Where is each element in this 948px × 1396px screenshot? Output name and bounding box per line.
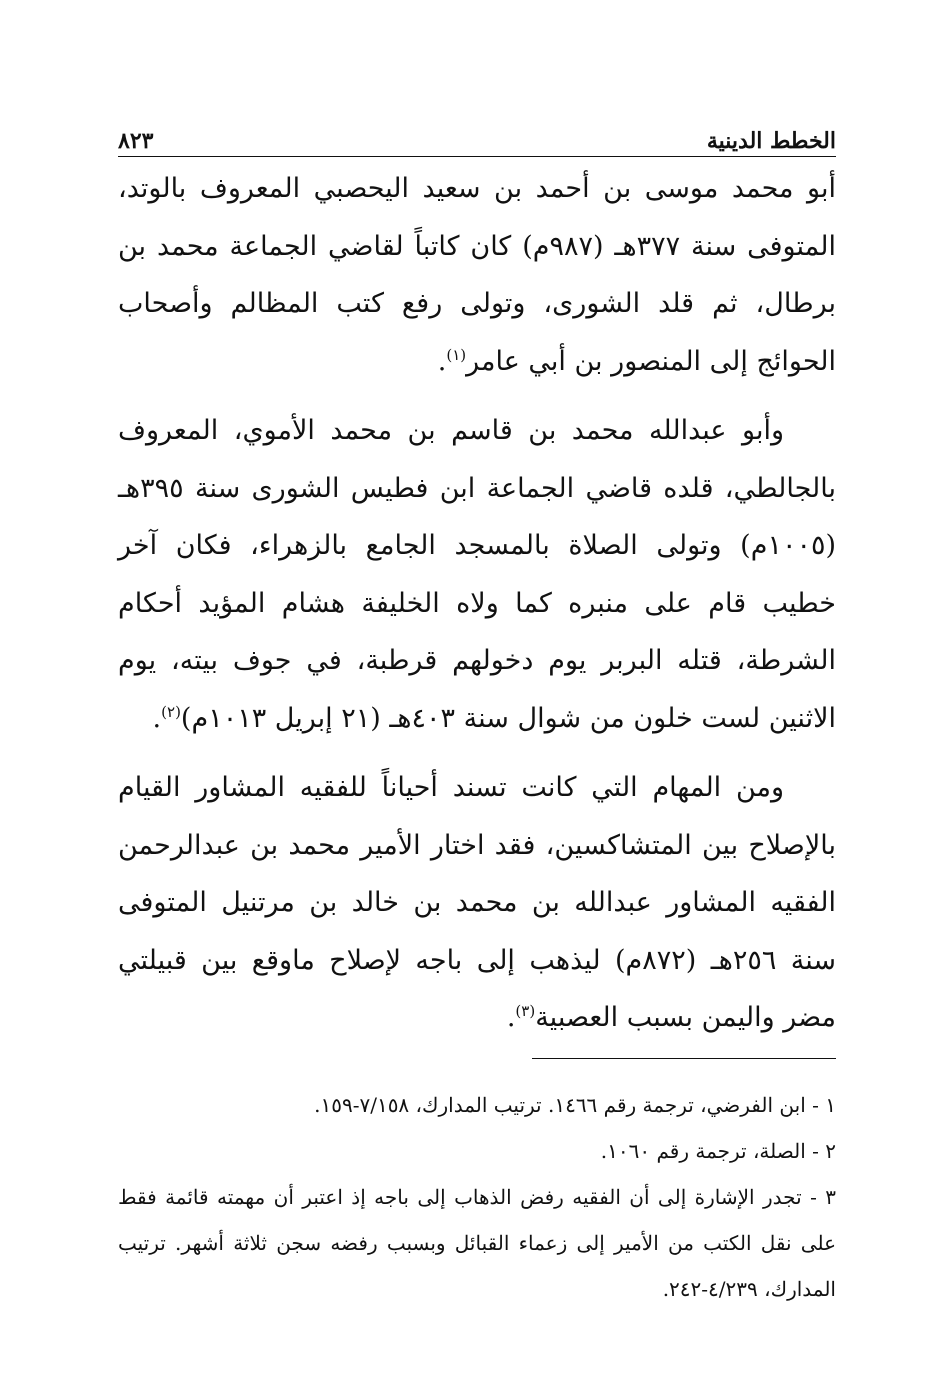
body-text bbox=[118, 160, 836, 1047]
paragraph-3-end: . bbox=[506, 1002, 516, 1033]
footnote-ref-1: (١) bbox=[446, 345, 467, 364]
paragraph-2-end: . bbox=[152, 702, 162, 734]
paragraph-2 bbox=[118, 402, 836, 747]
footnote-rule bbox=[532, 1058, 836, 1059]
paragraph-1-end: . bbox=[437, 345, 447, 377]
footnote-1: ١ - ابن الفرضي، ترجمة رقم ١٤٦٦. ترتيب المدارك، ٧/١٥٨-١٥٩. bbox=[314, 1093, 836, 1117]
page-header bbox=[118, 118, 836, 154]
footnote-3: ٣ - تجدر الإشارة إلى أن الفقيه رفض الذهاب إلى باجه إذ اعتبر أن مهمته قائمة فقط على نقل الكتب من الأمير إلى زعماء القبائل وبسبب رفضه سجن ثلاثة أشهر. ترتيب المدارك، ٤/٢٣٩-٢٤٢. bbox=[118, 1185, 836, 1301]
footnote-ref-3: (٣) bbox=[515, 1002, 536, 1020]
footnote-2: ٢ - الصلة، ترجمة رقم ١٠٦٠. bbox=[600, 1139, 836, 1163]
paragraph-3-text: ومن المهام التي كانت تسند أحياناً للفقيه المشاور القيام بالإصلاح بين المتشاكسين، فقد اختار الأمير محمد بن عبدالرحمن الفقيه المشاور عبدالله بن محمد بن خالد بن مرتنيل المتوفى سنة ٢٥٦هـ (٨٧٢م) ليذهب إلى باجه لإصلاح ماوقع بين قبيلتي مضر واليمن بسبب العصبية bbox=[118, 772, 837, 1033]
page-number: ٨٢٣ bbox=[118, 128, 154, 154]
header-rule bbox=[118, 156, 836, 157]
footnote-ref-2: (٢) bbox=[161, 702, 181, 721]
paragraph-3 bbox=[118, 759, 836, 1047]
running-title: الخطط الدينية bbox=[706, 128, 836, 154]
paragraph-1-text: أبو محمد موسى بن أحمد بن سعيد اليحصبي المعروف بالوتد، المتوفى سنة ٣٧٧هـ (٩٨٧م) كان كاتباً لقاضي الجماعة محمد بن برطال، ثم قلد الشورى، وتولى رفع كتب المظالم وأصحاب الحوائج إلى المنصور بن أبي عامر bbox=[118, 173, 836, 377]
paragraph-1 bbox=[118, 160, 836, 390]
footnotes bbox=[118, 1082, 836, 1312]
paragraph-2-text: وأبو عبدالله محمد بن قاسم بن محمد الأموي، المعروف بالجالطي، قلده قاضي الجماعة ابن فطيس الشورى سنة ٣٩٥هـ (١٠٠٥م) وتولى الصلاة بالمسجد الجامع بالزهراء، فكان آخر خطيب قام على منبره كما ولاه الخليفة هشام المؤيد أحكام الشرطة، قتله البربر يوم دخولهم قرطبة، في جوف بيته، يوم الاثنين لست خلون من شوال سنة ٤٠٣هـ (٢١ إبريل ١٠١٣م) bbox=[118, 415, 836, 734]
